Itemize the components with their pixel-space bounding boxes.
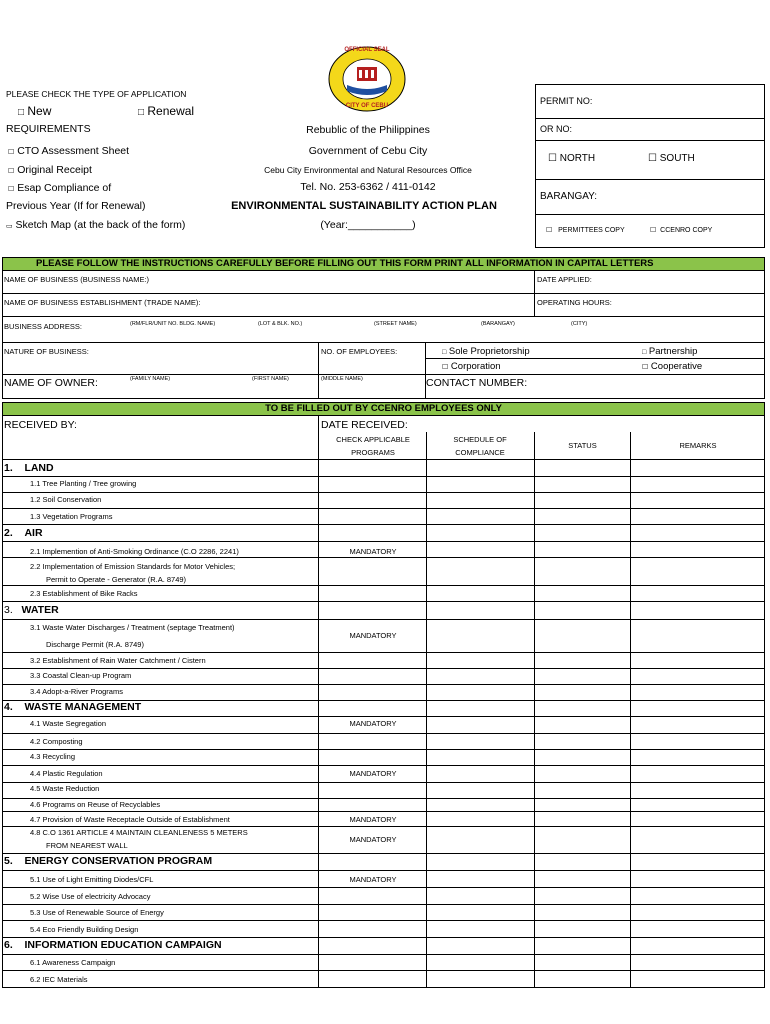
item-6-1: 6.1 Awareness Campaign (30, 958, 116, 967)
section-energy: 5. ENERGY CONSERVATION PROGRAM (4, 855, 213, 867)
item-4-1: 4.1 Waste Segregation (30, 719, 107, 728)
barangay-label[interactable]: BARANGAY: (540, 191, 598, 202)
table-row-line (2, 970, 765, 971)
col-programs-header: CHECK APPLICABLE PROGRAMS (336, 435, 410, 457)
item-4-5: 4.5 Waste Reduction (30, 784, 100, 793)
corporation-checkbox[interactable]: ☐ Corporation (442, 361, 501, 372)
south-checkbox[interactable]: ☐ SOUTH (648, 153, 695, 164)
sole-proprietorship-checkbox[interactable]: □ Sole Proprietorship (442, 346, 530, 357)
item-3-1-status: MANDATORY (349, 631, 397, 640)
table-row-line (2, 619, 765, 620)
checkbox-icon: ☐ (648, 153, 657, 164)
item-4-1-status: MANDATORY (349, 719, 397, 728)
col-status-header: STATUS (568, 441, 597, 450)
item-4-7: 4.7 Provision of Waste Receptacle Outside of Establishment (30, 815, 230, 824)
permit-no-label[interactable]: PERMIT NO: (540, 96, 593, 106)
item-3-4: 3.4 Adopt-a-River Programs (30, 687, 123, 696)
business-name-field[interactable]: NAME OF BUSINESS (BUSINESS NAME:) (4, 275, 150, 284)
item-2-3: 2.3 Establishment of Bike Racks (30, 589, 138, 598)
item-4-8-status: MANDATORY (349, 835, 397, 844)
addr-lot-hint: (LOT & BLK. NO.) (258, 321, 303, 327)
header-line1: Rebublic of the Philippines (306, 124, 430, 136)
date-applied-field[interactable]: DATE APPLIED: (537, 275, 592, 284)
new-label: New (27, 104, 52, 118)
item-3-1: 3.1 Waste Water Discharges / Treatment (septage Treatment) (30, 623, 235, 632)
table-row-line (2, 853, 765, 854)
checkbox-icon: ☐ (650, 227, 657, 234)
or-no-label[interactable]: OR NO: (540, 124, 573, 134)
checkbox-icon: ☐ (8, 186, 15, 193)
table-row-line (2, 826, 765, 827)
section-land: 1. LAND (4, 462, 54, 474)
addr-brgy-hint: (BARANGAY) (481, 321, 515, 327)
checkbox-icon: ☐ (8, 149, 15, 156)
renewal-checkbox[interactable] (138, 104, 194, 118)
operating-hours-field[interactable]: OPERATING HOURS: (537, 298, 612, 307)
north-checkbox[interactable]: ☐ NORTH (548, 153, 596, 164)
item-4-8: 4.8 C.O 1361 ARTICLE 4 MAINTAIN CLEANLENESS 5 METERS (30, 828, 248, 837)
table-row-line (2, 782, 765, 783)
date-received-field[interactable]: DATE RECEIVED: (321, 419, 408, 431)
table-row-line (2, 887, 765, 888)
business-info-grid (2, 271, 765, 399)
ccenro-copy-checkbox[interactable]: ☐ CCENRO COPY (650, 227, 713, 234)
checkbox-icon: □ (442, 349, 447, 356)
table-row-line (2, 524, 765, 525)
item-2-1-status: MANDATORY (349, 547, 397, 556)
table-row-line (2, 765, 765, 766)
item-1-1: 1.1 Tree Planting / Tree growing (30, 479, 137, 488)
table-row-line (2, 920, 765, 921)
section-air: 2. AIR (4, 527, 43, 539)
checkbox-icon: ☐ (548, 153, 557, 164)
table-row-line (2, 652, 765, 653)
checkbox-icon: ☐ (442, 364, 449, 371)
table-row-line (2, 585, 765, 586)
item-2-2: 2.2 Implementation of Emission Standards for Motor Vehicles; (30, 562, 236, 571)
table-row-line (2, 684, 765, 685)
renewal-label: Renewal (147, 104, 195, 118)
req-sketch[interactable]: ▭ Sketch Map (at the back of the form) (6, 219, 186, 231)
new-checkbox[interactable] (18, 104, 51, 118)
seal-top-text: OFFICIAL SEAL (344, 47, 390, 53)
table-row-line (2, 937, 765, 938)
header-line3: Cebu City Environmental and Natural Resources Office (264, 165, 472, 175)
table-row-line (2, 811, 765, 812)
table-row-line (2, 954, 765, 955)
first-name-hint: (FIRST NAME) (252, 376, 289, 382)
checkbox-icon: ☐ (8, 168, 15, 175)
addr-rm-hint: (RM/FLR/UNIT NO. BLDG. NAME) (130, 321, 216, 327)
table-row-line (2, 668, 765, 669)
table-row-line (2, 749, 765, 750)
req-esap[interactable]: ☐ Esap Compliance of (8, 182, 112, 194)
req-receipt[interactable]: ☐ Original Receipt (8, 164, 92, 176)
checkbox-icon: ☐ (546, 227, 553, 234)
table-row-line (2, 508, 765, 509)
item-4-6: 4.6 Programs on Reuse of Recyclables (30, 800, 161, 809)
section-iec: 6. INFORMATION EDUCATION CAMPAIGN (4, 939, 222, 951)
table-row-line (2, 870, 765, 871)
item-4-4-status: MANDATORY (349, 769, 397, 778)
checkbox-icon: □ (18, 107, 25, 118)
req-cto[interactable]: ☐ CTO Assessment Sheet (8, 145, 130, 157)
item-2-1: 2.1 Implemention of Anti-Smoking Ordinance (C.O 2286, 2241) (30, 547, 239, 556)
table-row-line (2, 733, 765, 734)
item-4-2: 4.2 Composting (30, 737, 83, 746)
table-row-line (2, 904, 765, 905)
item-5-1: 5.1 Use of Light Emitting Diodes/CFL (30, 875, 154, 884)
partnership-checkbox[interactable]: □ Partnership (642, 346, 698, 357)
family-name-hint: (FAMILY NAME) (130, 376, 171, 382)
checkbox-icon: ☐ (642, 364, 649, 371)
trade-name-field[interactable]: NAME OF BUSINESS ESTABLISHMENT (TRADE NAME): (4, 298, 201, 307)
item-2-2-line2: Permit to Operate - Generator (R.A. 8749) (46, 575, 187, 584)
item-5-2: 5.2 Wise Use of electricity Advocacy (30, 892, 151, 901)
nature-of-business-field[interactable]: NATURE OF BUSINESS: (4, 347, 89, 356)
item-6-2: 6.2 IEC Materials (30, 975, 88, 984)
employees-field[interactable]: NO. OF EMPLOYEES: (321, 347, 398, 356)
item-1-2: 1.2 Soil Conservation (30, 495, 102, 504)
item-3-1-line2: Discharge Permit (R.A. 8749) (46, 640, 144, 649)
business-address-field[interactable]: BUSINESS ADDRESS: (4, 322, 82, 331)
form-title: ENVIRONMENTAL SUSTAINABILITY ACTION PLAN (231, 200, 497, 212)
section-water: 3. WATER (4, 604, 59, 616)
col-schedule-header: SCHEDULE OF COMPLIANCE (453, 435, 507, 457)
checkbox-icon: ▭ (6, 223, 13, 230)
year-field[interactable]: (Year:___________) (320, 219, 416, 231)
item-4-7-status: MANDATORY (349, 815, 397, 824)
addr-city-hint: (CITY) (571, 321, 588, 327)
checkbox-icon: □ (138, 107, 145, 118)
application-type-heading: PLEASE CHECK THE TYPE OF APPLICATION (6, 89, 187, 99)
ccenro-heading: TO BE FILLED OUT BY CCENRO EMPLOYEES ONLY (265, 403, 502, 414)
table-row-line (2, 557, 765, 558)
item-5-4: 5.4 Eco Friendly Building Design (30, 925, 139, 934)
cooperative-checkbox[interactable]: ☐ Cooperative (642, 361, 703, 372)
item-4-8-line2: FROM NEAREST WALL (46, 841, 128, 850)
table-row-line (2, 716, 765, 717)
seal-bottom-text: CITY OF CEBU (345, 103, 389, 109)
item-1-3: 1.3 Vegetation Programs (30, 512, 113, 521)
item-3-2: 3.2 Establishment of Rain Water Catchment / Cistern (30, 656, 206, 665)
contact-number-field[interactable]: CONTACT NUMBER: (426, 377, 528, 389)
section-waste: 4. WASTE MANAGEMENT (4, 701, 142, 713)
table-row-line (2, 492, 765, 493)
checkbox-icon: □ (642, 349, 647, 356)
item-4-3: 4.3 Recycling (30, 752, 76, 761)
middle-name-hint: (MIDDLE NAME) (321, 376, 363, 382)
item-5-1-status: MANDATORY (349, 875, 397, 884)
header-line2: Government of Cebu City (308, 145, 428, 157)
instructions-text: PLEASE FOLLOW THE INSTRUCTIONS CAREFULLY BEFORE FILLING OUT THIS FORM PRINT ALL INFORMATION IN CAPITAL LETTERS (36, 258, 654, 269)
table-row-line (2, 476, 765, 477)
item-3-3: 3.3 Coastal Clean-up Program (30, 671, 132, 680)
permittees-copy-checkbox[interactable]: ☐ PERMITTEES COPY (546, 227, 625, 234)
col-remarks-header: REMARKS (679, 441, 717, 450)
item-5-3: 5.3 Use of Renewable Source of Energy (30, 908, 164, 917)
addr-street-hint: (STREET NAME) (374, 321, 417, 327)
header-line4: Tel. No. 253-6362 / 411-0142 (300, 181, 436, 193)
table-row-line (2, 798, 765, 799)
req-previous-year: Previous Year (If for Renewal) (6, 200, 146, 212)
item-4-4: 4.4 Plastic Regulation (30, 769, 103, 778)
owner-name-field[interactable]: NAME OF OWNER: (4, 377, 98, 389)
requirements-heading: REQUIREMENTS (6, 123, 91, 135)
table-row-line (2, 601, 765, 602)
table-row-line (2, 541, 765, 542)
permit-box (535, 84, 765, 248)
received-by-field[interactable]: RECEIVED BY: (4, 419, 77, 431)
